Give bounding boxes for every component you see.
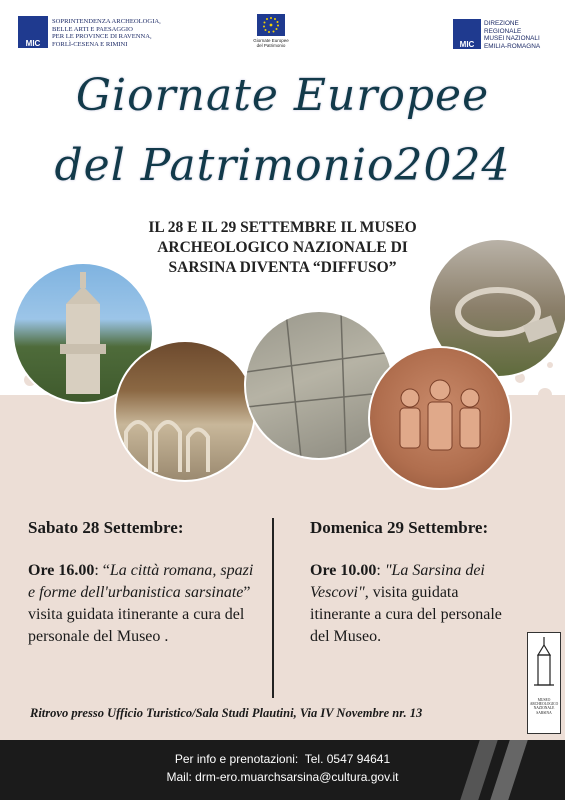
title-line-1: Giornate Europee bbox=[75, 70, 490, 121]
eu-logo-line-1: Giornate Europee bbox=[253, 38, 289, 43]
mic-logo-left bbox=[18, 16, 48, 48]
footer-mail[interactable]: Mail: drm-ero.muarchsarsina@cultura.gov.it bbox=[166, 770, 399, 784]
soprintendenza-line-1: SOPRINTENDENZA ARCHEOLOGIA, bbox=[52, 18, 161, 25]
sunday-heading: Domenica 29 Settembre: bbox=[310, 518, 489, 537]
header bbox=[0, 0, 565, 60]
eu-flag-logo bbox=[257, 14, 285, 36]
sunday-rest: , visita guidata itinerante a cura del personale del Museo. bbox=[310, 584, 502, 645]
direzione-line-2: REGIONALE bbox=[484, 27, 522, 35]
photo-relief bbox=[368, 346, 512, 490]
sunday-colon: : bbox=[376, 562, 385, 579]
saturday-heading: Sabato 28 Settembre: bbox=[28, 518, 184, 537]
mic-logo-right-text: MIC bbox=[459, 40, 475, 49]
eu-logo-text bbox=[250, 38, 292, 48]
footer-tel[interactable]: Tel. 0547 94641 bbox=[304, 752, 391, 766]
direzione-line-3: MUSEI NAZIONALI bbox=[484, 35, 540, 42]
sunday-event: "La Sarsina dei Vescovi" bbox=[310, 562, 485, 601]
museum-logo bbox=[527, 632, 561, 734]
subtitle-line-3: SARSINA DIVENTA “DIFFUSO” bbox=[168, 259, 397, 276]
saturday-event: La città romana, spazi e forme dell'urbanistica sarsinate bbox=[28, 562, 254, 601]
direzione-text bbox=[484, 20, 540, 50]
photo-basilica bbox=[114, 340, 256, 482]
footer-info-line bbox=[0, 752, 565, 766]
museum-logo-line-2: ARCHEOLOGICO bbox=[529, 702, 559, 707]
soprintendenza-line-2: BELLE ARTI E PAESAGGIO bbox=[52, 25, 133, 33]
soprintendenza-line-3: PER LE PROVINCE DI RAVENNA, bbox=[52, 33, 152, 40]
subtitle bbox=[100, 218, 465, 278]
direzione-line-4: EMILIA-ROMAGNA bbox=[484, 42, 541, 50]
museum-logo-line-1: MUSEO bbox=[537, 698, 551, 702]
footer bbox=[0, 740, 565, 800]
museum-logo-line-3: NAZIONALE bbox=[533, 706, 555, 711]
soprintendenza-text bbox=[52, 18, 161, 48]
eu-stars-icon bbox=[257, 14, 285, 36]
mic-logo-right bbox=[453, 19, 481, 49]
column-divider bbox=[272, 518, 274, 698]
eu-logo-line-2: del Patrimonio bbox=[256, 43, 286, 48]
saturday-colon: : “ bbox=[94, 562, 110, 579]
direzione-line-1: DIREZIONE bbox=[484, 20, 519, 27]
museum-logo-line-4: SARSINA bbox=[536, 710, 552, 715]
subtitle-line-2: ARCHEOLOGICO NAZIONALE DI bbox=[157, 239, 408, 256]
sunday-time: Ore 10.00 bbox=[310, 562, 377, 579]
saturday-rest: ” visita guidata itinerante a cura del personale del Museo . bbox=[28, 584, 251, 645]
saturday-time: Ore 16.00 bbox=[28, 562, 95, 579]
museum-monument-icon bbox=[528, 633, 560, 693]
footer-info-label: Per info e prenotazioni: bbox=[174, 752, 299, 766]
arches-icon bbox=[116, 342, 254, 480]
saturday-body bbox=[28, 560, 263, 648]
sunday-body bbox=[310, 560, 520, 648]
subtitle-line-1: IL 28 E IL 29 SETTEMBRE IL MUSEO bbox=[148, 219, 417, 236]
title-line-2: del Patrimonio2024 bbox=[54, 140, 511, 191]
mic-logo-left-text: MIC bbox=[25, 39, 41, 48]
meeting-point: Ritrovo presso Ufficio Turistico/Sala Studi Plautini, Via IV Novembre nr. 13 bbox=[30, 706, 423, 720]
relief-figures-icon bbox=[370, 348, 510, 488]
soprintendenza-line-4: FORLÌ-CESENA E RIMINI bbox=[52, 40, 128, 48]
